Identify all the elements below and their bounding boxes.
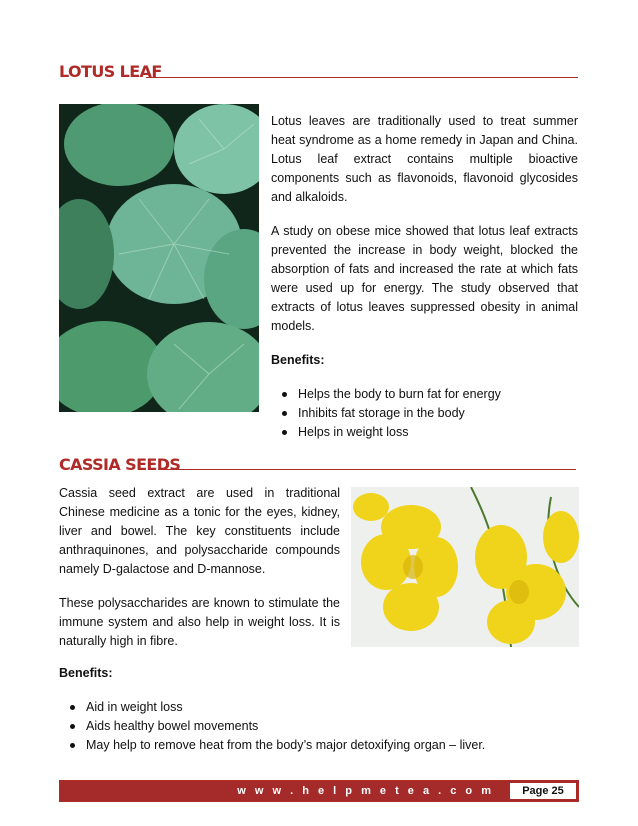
- cassia-text: [59, 484, 340, 666]
- footer-website-url: w w w . h e l p m e t e a . c o m: [237, 785, 494, 797]
- list-item: Helps in weight loss: [271, 423, 578, 442]
- cassia-benefits-title: Benefits:: [59, 666, 113, 680]
- footer-bar: [59, 780, 579, 802]
- cassia-benefits-list: [59, 698, 559, 755]
- list-item: May help to remove heat from the body’s major detoxifying organ – liver.: [59, 736, 559, 755]
- cassia-flower-photo: [351, 487, 579, 647]
- lotus-benefits-title: Benefits:: [271, 353, 325, 367]
- bullet-icon: [70, 743, 75, 748]
- cassia-benefits: [59, 664, 559, 755]
- lotus-paragraph-2: A study on obese mice showed that lotus leaf extracts prevented the increase in body weight, blocked the absorption of fats and increased the rate at which fats were used up for energy. The study observed that extracts of lotus leaves suppressed obesity in animal models.: [271, 224, 578, 333]
- page-number: Page 25: [510, 783, 576, 799]
- bullet-icon: [282, 430, 287, 435]
- bullet-icon: [282, 392, 287, 397]
- list-item: Aid in weight loss: [59, 698, 559, 717]
- lotus-benefits-list: [271, 385, 578, 442]
- lotus-paragraph-1: Lotus leaves are traditionally used to treat summer heat syndrome as a home remedy in Japan and China. Lotus leaf extract contains multiple bioactive components such as flavonoids, flavonoid glycosides and alkaloids.: [271, 114, 578, 204]
- section-title-cassia-seeds: CASSIA SEEDS: [59, 455, 181, 474]
- title-rule: [146, 77, 578, 78]
- lotus-leaf-photo: [59, 104, 259, 412]
- list-item: Aids healthy bowel movements: [59, 717, 559, 736]
- bullet-icon: [70, 724, 75, 729]
- bullet-icon: [282, 411, 287, 416]
- list-item: Helps the body to burn fat for energy: [271, 385, 578, 404]
- cassia-paragraph-2: These polysaccharides are known to stimulate the immune system and also help in weight loss. It is naturally high in fibre.: [59, 596, 340, 648]
- cassia-paragraph-1: Cassia seed extract are used in traditional Chinese medicine as a tonic for the eyes, kidney, liver and bowel. The key constituents include anthraquinones, and polysaccharide compounds namely D-galactose and D-mannose.: [59, 486, 340, 576]
- list-item: Inhibits fat storage in the body: [271, 404, 578, 423]
- section-title-lotus-leaf: LOTUS LEAF: [59, 62, 162, 81]
- bullet-icon: [70, 705, 75, 710]
- title-rule: [158, 469, 576, 470]
- lotus-text: [271, 112, 578, 442]
